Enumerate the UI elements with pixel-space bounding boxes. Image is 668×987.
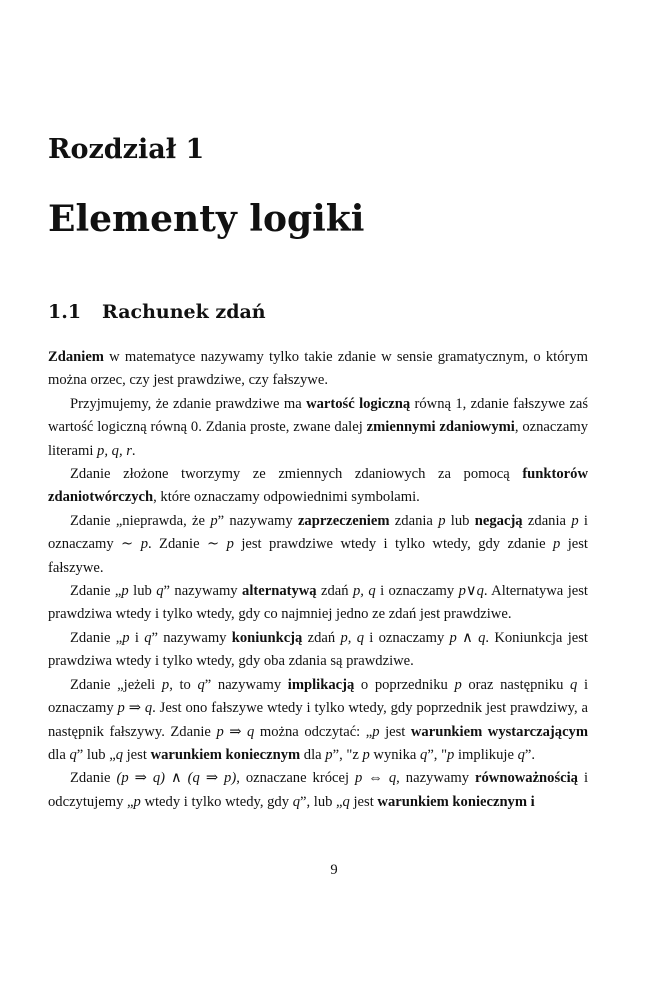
text-run: ” nazywamy [204,676,288,693]
text-run: równą 1, zdanie fałszywe zaś wartość logiczną równą 0. Zdania proste, zwane dalej [48,395,588,436]
text-run: i oznaczamy [375,583,459,600]
paragraph-equivalence [48,767,588,814]
text-run: i oznaczamy [364,629,450,646]
text-run: , oznaczamy literami [48,419,588,459]
math-p: p [133,793,141,810]
text-run: można odczytać: „ [254,723,373,740]
text-run: lub [445,512,475,529]
text-run: i oznaczamy [48,676,589,717]
text-run: wynika [369,746,421,763]
text-run: jest prawdziwe wtedy i tylko wtedy, gdy zdanie [233,536,553,553]
text-run: implikuje [454,746,518,763]
term-koniunkcja: koniunkcją [231,629,303,646]
math-p: p [362,746,370,763]
text-run: Zdanie „nieprawda, że [70,512,211,529]
term-warunek-konieczny: warunkiem koniecznym [150,746,301,763]
text-run: zdań [316,583,353,600]
page-number: 9 [330,862,338,878]
paragraph-definition-sentence [48,346,588,393]
text-run: , nazywamy [396,770,476,787]
text-run: Zdanie [70,770,117,787]
text-run: dla [48,746,70,763]
text-run: . Alternatywa jest prawdziwa wtedy i tylko wtedy, gdy co najmniej jedno ze zdań jest prawdziwe. [48,583,588,623]
math-q: q [517,746,525,763]
math-q: q [69,746,77,763]
math-p: p [226,536,234,553]
term-warunek-konieczny-i: warunkiem koniecznym i [377,793,535,810]
text-run: jest [379,723,411,740]
math-q: q [570,676,578,693]
term-wartosc-logiczna: wartość logiczną [306,395,411,412]
math-equivalence: p ⇔ q [355,770,397,787]
math-implication: p ⇒ q [216,723,255,740]
text-run: . Jest ono fałszywe wtedy i tylko wtedy, gdy poprzednik jest prawdziwy, a następnik fałszywy. Zdanie [48,700,589,740]
text-run: w matematyce nazywamy tylko takie zdanie w sensie gramatycznym, o którym można orzec, czy jest prawdziwe, czy fałszywe. [48,349,588,389]
text-run: Zdanie złożone tworzymy ze zmiennych zdaniowych za pomocą [70,466,523,483]
text-run: Zdanie „jeżeli [70,676,162,693]
math-p: p [372,723,380,740]
chapter-title: Elementy logiki [48,198,365,240]
math-q: q [292,793,300,810]
text-run: wtedy i tylko wtedy, gdy [140,793,293,810]
text-run: zdań [302,629,341,646]
math-p: p [454,676,462,693]
text-run: jest fałszywe. [48,536,588,576]
math-q: q [342,793,350,810]
text-run: , oznaczane krócej [236,770,356,787]
math-p: p [438,512,446,529]
text-run: ”, " [427,746,448,763]
math-p: p [325,746,333,763]
text-run: ” lub „ [76,746,116,763]
term-alternatywa: alternatywą [242,583,317,600]
math-variables: p, q, r [97,442,132,459]
math-p: p [140,536,148,553]
math-p: p [553,536,561,553]
term-zmienne-zdaniowe: zmiennymi zdaniowymi [366,419,515,436]
math-q: q [156,583,164,600]
math-p: p [210,512,218,529]
paragraph-implication [48,674,588,768]
math-equivalence-definition: (p ⇒ q) ∧ (q ⇒ p) [116,770,237,787]
text-run: zdania [522,512,572,529]
term-negacja: negacją [474,512,523,529]
math-p: p [161,676,170,693]
term-rownowaznosc: równoważnością [475,770,578,787]
text-run: . Zdanie ∼ [147,536,227,553]
math-p: p [571,512,579,529]
section-title: Rachunek zdań [102,301,266,323]
text-run: dla [300,746,326,763]
text-run: ”. [524,746,536,763]
math-p: p [121,583,129,600]
math-q: q [197,676,205,693]
chapter-label: Rozdział 1 [48,134,205,165]
text-run: i oznaczamy ∼ [48,512,588,553]
text-run: ”, lub „ [299,793,343,810]
math-q: q [420,746,428,763]
math-implication: p ⇒ q [117,700,153,717]
math-q: q [115,746,123,763]
text-run: i [129,629,145,646]
math-p: p [447,746,455,763]
text-run: . [131,442,136,459]
section-heading [48,301,266,323]
text-run: i odczytujemy „ [48,770,589,810]
text-run: zdania [389,512,439,529]
text-run: Zdanie „ [70,629,123,646]
math-p: p [122,629,130,646]
text-run: Przyjmujemy, że zdanie prawdziwe ma [70,395,307,412]
paragraph-negation [48,510,588,580]
term-zaprzeczenie: zaprzeczeniem [297,512,390,529]
paragraph-functors [48,463,588,510]
math-disjunction: p∨q [458,583,484,600]
text-run: ” nazywamy [151,629,232,646]
math-q: q [144,629,152,646]
text-run: jest [122,746,151,763]
paragraph-alternative [48,580,588,627]
text-run: . Koniunkcja jest prawdziwa wtedy i tylko wtedy, gdy oba zdania są prawdziwe. [48,629,588,670]
paragraph-logical-value [48,393,588,463]
math-conjunction: p ∧ q [449,629,486,646]
body-text [48,346,588,814]
text-run: lub [128,583,157,600]
text-run: ”, "z [332,746,363,763]
text-run: jest [349,793,378,810]
section-number: 1.1 [48,301,82,323]
text-run: , to [169,676,198,693]
text-run: ” nazywamy [163,583,243,600]
text-run: ” nazywamy [217,512,298,529]
paragraph-conjunction [48,627,588,674]
text-run: o poprzedniku [354,676,455,693]
text-run: , które oznaczamy odpowiednimi symbolami. [153,489,420,506]
math-pq: p, q [340,629,364,646]
math-pq: p, q [353,583,376,600]
text-run: Zdanie „ [70,583,122,600]
term-implikacja: implikacją [287,676,355,693]
text-run: oraz następniku [461,676,571,693]
term-zdanie: Zdaniem [48,349,104,365]
term-funktory: funktorów zdaniotwórczych [48,466,588,506]
term-warunek-wystarczajacy: warunkiem wystarczającym [410,723,589,740]
